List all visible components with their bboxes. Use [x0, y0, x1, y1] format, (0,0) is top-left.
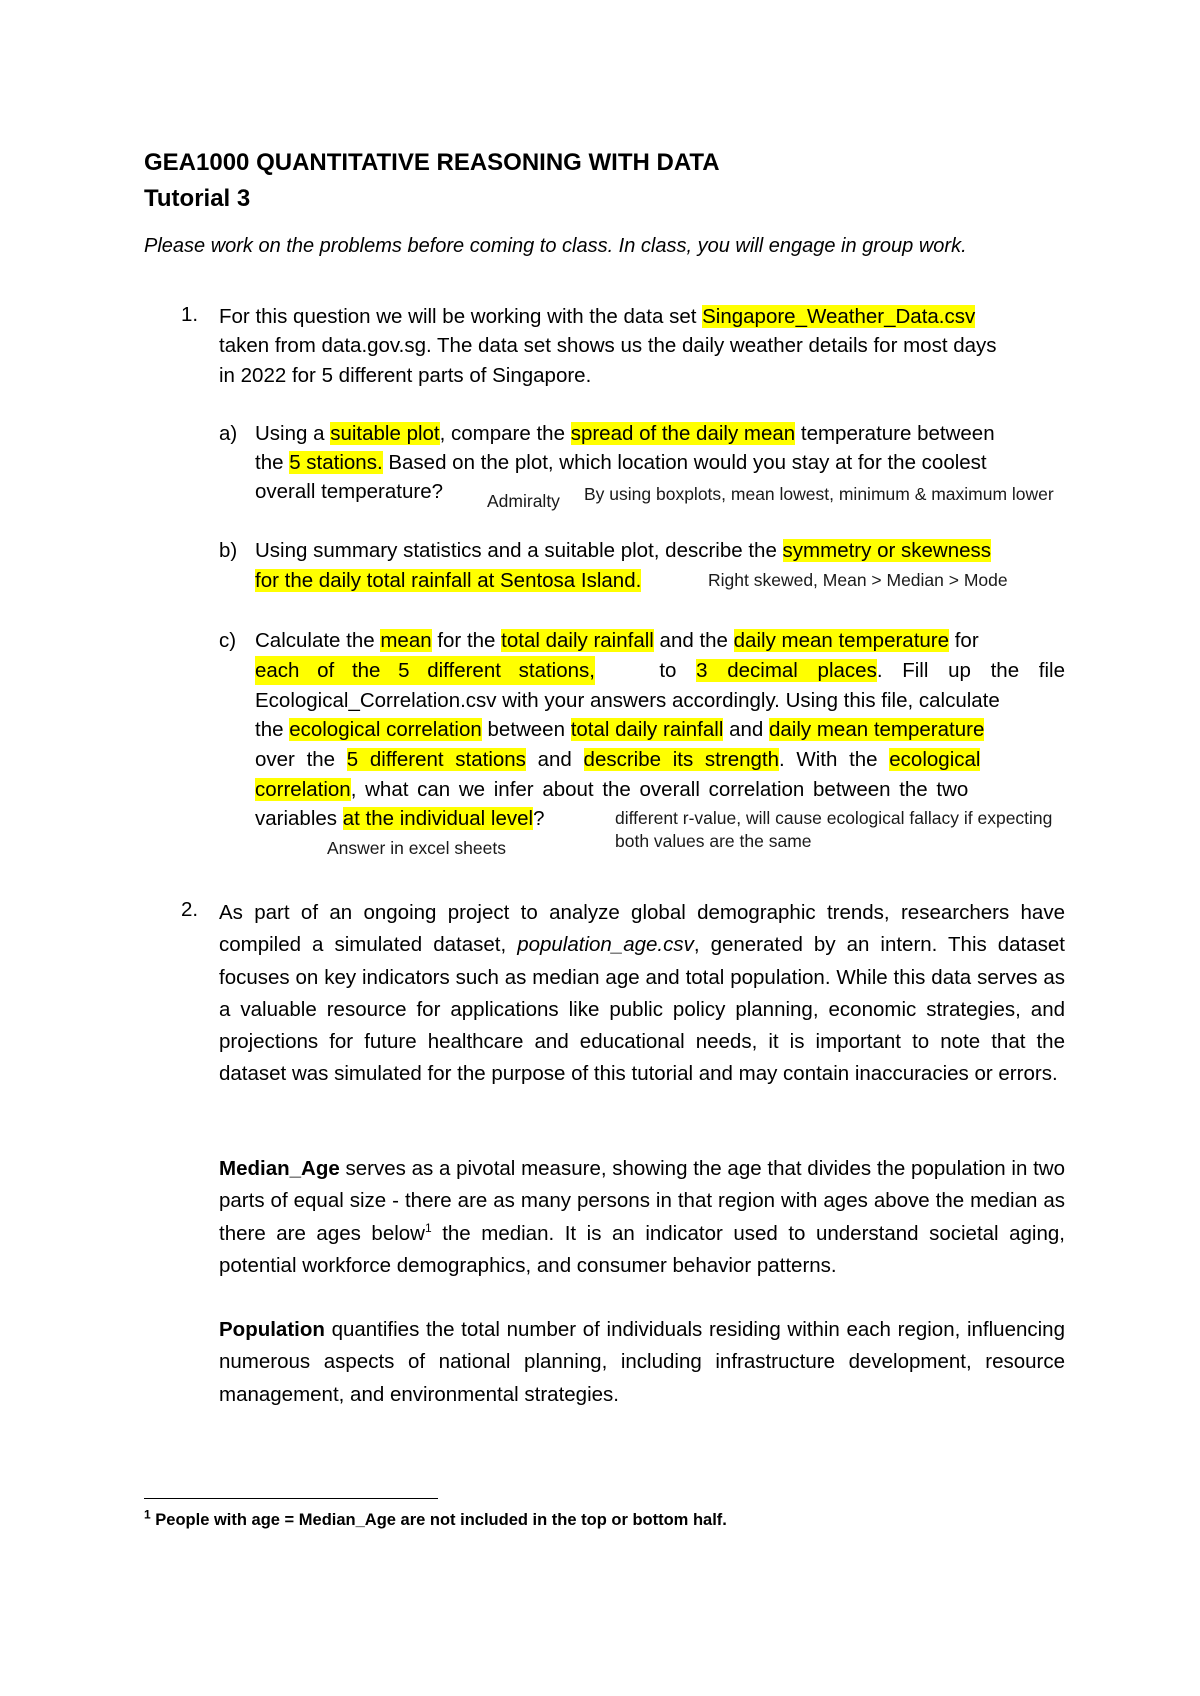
q1-line-1: [219, 302, 975, 331]
q1c-text: and the: [653, 629, 734, 652]
highlight: ecological: [889, 748, 981, 771]
highlight: 3 decimal places: [696, 659, 877, 682]
footnote-text: People with age = Median_Age are not included in the top or bottom half.: [150, 1511, 727, 1529]
annotation-note: Right skewed, Mean > Median > Mode: [708, 570, 1008, 590]
q1c-label: c): [219, 629, 237, 652]
q1c-text: for: [949, 629, 979, 652]
term-population: Population: [219, 1318, 325, 1341]
highlight: symmetry or skewness: [782, 539, 992, 562]
q1c-line-4: [255, 715, 984, 744]
q1c-text: to: [659, 659, 697, 682]
highlight: each of the 5 different stations,: [255, 656, 595, 685]
q1c-text: the: [255, 718, 290, 741]
footnote-separator: [144, 1498, 438, 1499]
q1c-text: , what can we infer about the overall correlation between the two: [350, 778, 969, 801]
q2-text: the median. It is an indicator used to understand societal aging, potential workforce demographics, and consumer behavior patterns.: [219, 1221, 1065, 1277]
highlight: daily mean temperature: [733, 629, 950, 652]
q1b-text: Using summary statistics and a suitable plot, describe the: [255, 539, 783, 562]
q1-text: For this question we will be working with the data set: [219, 305, 703, 328]
q1c-text: variables: [255, 807, 343, 830]
highlight: mean: [380, 629, 432, 652]
document-title: GEA1000 QUANTITATIVE REASONING WITH DATA: [144, 149, 720, 176]
q1b-line-1: [255, 536, 991, 565]
q1c-line-6: [255, 775, 968, 804]
highlight: daily mean temperature: [769, 718, 985, 741]
q1a-text: the: [255, 451, 290, 474]
highlight: 5 different stations: [346, 748, 526, 771]
highlight: at the individual level: [342, 807, 534, 830]
dataset-filename: population_age.csv: [517, 933, 694, 957]
q1c-text: over the: [255, 748, 347, 771]
q1c-text: between: [481, 718, 571, 741]
q1c-line-2: [255, 656, 1065, 685]
q1c-text: and: [723, 718, 769, 741]
q2-text: quantifies the total number of individuals residing within each region, influencing numerous aspects of national planning, including infrastructure development, resource management, and environmental strategies.: [219, 1318, 1065, 1406]
q1c-text: . Fill up the file: [876, 659, 1065, 682]
highlight: for the daily total rainfall at Sentosa Island.: [255, 569, 642, 592]
q1c-line-1: [255, 626, 979, 655]
q2-number: 2.: [181, 898, 199, 921]
q1c-text: for the: [431, 629, 502, 652]
q2-paragraph-median-age: [219, 1153, 1065, 1282]
q1-line-3: in 2022 for 5 different parts of Singapore.: [219, 364, 592, 387]
q1c-text: Calculate the: [255, 629, 381, 652]
q2-paragraph-population: [219, 1314, 1065, 1411]
highlight: suitable plot: [330, 422, 440, 445]
q1a-line-2: [255, 448, 987, 477]
q1c-text: ?: [533, 807, 545, 830]
q1a-line-3: overall temperature?: [255, 480, 444, 503]
tutorial-number: Tutorial 3: [144, 185, 251, 212]
intro-instruction: Please work on the problems before coming to class. In class, you will engage in group work.: [144, 235, 967, 257]
annotation-note: both values are the same: [615, 831, 812, 851]
highlight: correlation: [255, 778, 351, 801]
highlight: ecological correlation: [289, 718, 482, 741]
q2-text: serves as a pivotal measure, showing the age that divides the population in two parts of equal size - there are as many persons in that region with ages above the median as there are ages below: [219, 1157, 1065, 1245]
dataset-name-highlight: Singapore_Weather_Data.csv: [702, 305, 976, 328]
q1a-text: , compare the: [439, 422, 571, 445]
q1a-line-1: [255, 419, 995, 448]
highlight: total daily rainfall: [570, 718, 724, 741]
q1-line-2: taken from data.gov.sg. The data set shows us the daily weather details for most days: [219, 334, 997, 357]
q1b-label: b): [219, 539, 238, 562]
annotation-note: By using boxplots, mean lowest, minimum & maximum lower: [584, 484, 1054, 504]
q1c-line-7: [255, 804, 544, 833]
q1c-line-5: [255, 745, 980, 774]
footnote-reference: 1: [424, 1220, 432, 1235]
q2-text: As part of an ongoing project to analyze global demographic trends, researchers have compiled a simulated dataset,: [219, 901, 1065, 957]
footnote-marker: 1: [144, 1507, 151, 1522]
q1a-text: Based on the plot, which location would you stay at for the coolest: [382, 451, 987, 474]
q1a-text: temperature between: [795, 422, 995, 445]
q1c-line-3: Ecological_Correlation.csv with your answers accordingly. Using this file, calculate: [255, 689, 1000, 712]
footnote: [144, 1507, 727, 1530]
highlight: spread of the daily mean: [570, 422, 796, 445]
term-median-age: Median_Age: [219, 1157, 340, 1180]
highlight: 5 stations.: [289, 451, 383, 474]
q1c-text: . With the: [779, 748, 890, 771]
highlight: describe its strength: [583, 748, 779, 771]
handwritten-answer: Admiralty: [487, 491, 560, 511]
annotation-note: different r-value, will cause ecological fallacy if expecting: [615, 808, 1053, 828]
q1a-label: a): [219, 422, 238, 445]
q1a-text: Using a: [255, 422, 331, 445]
q2-paragraph-1: [219, 897, 1065, 1091]
q1b-line-2: [255, 566, 641, 595]
q2-text: , generated by an intern. This dataset focuses on key indicators such as median age and total population. While this data serves as a valuable resource for applications like public policy planning, economic strategies, and projections for future healthcare and educational needs, it is important to note that the dataset was simulated for the purpose of this tutorial and may contain inaccuracies or errors.: [219, 933, 1066, 1086]
q1-number: 1.: [181, 303, 199, 326]
annotation-note: Answer in excel sheets: [327, 838, 506, 858]
highlight: total daily rainfall: [501, 629, 654, 652]
q1c-text: and: [525, 748, 584, 771]
